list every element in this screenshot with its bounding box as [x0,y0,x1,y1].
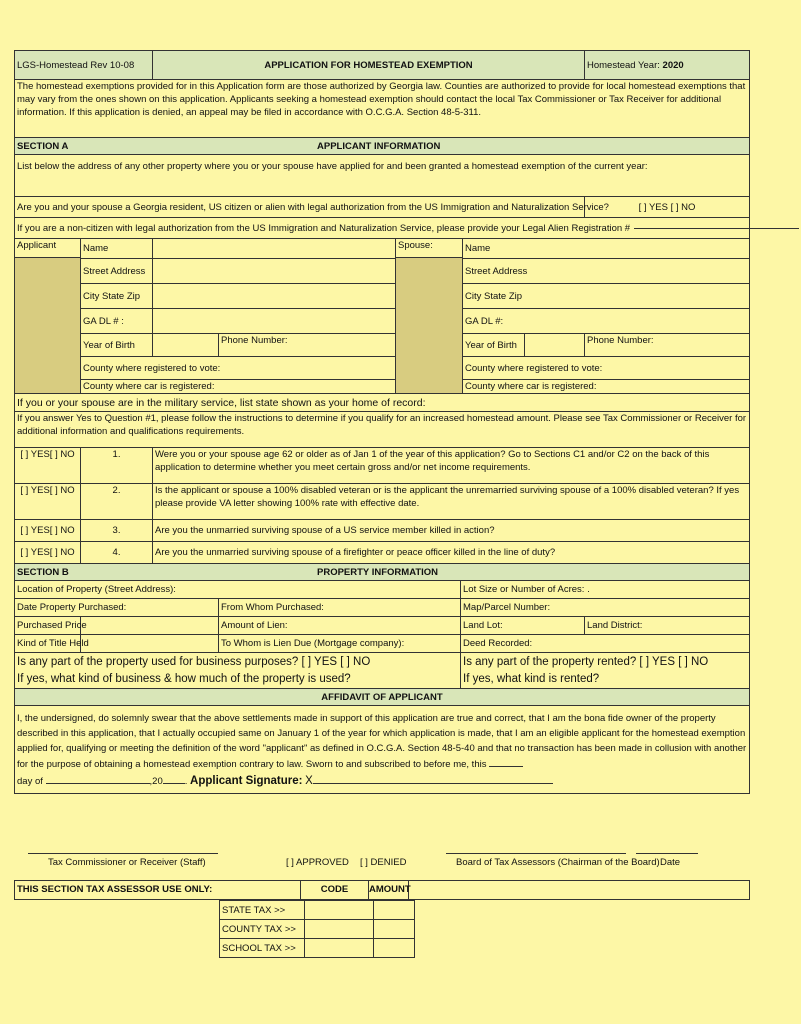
deed-recorded[interactable]: Deed Recorded: [463,638,533,649]
year-prefix: ,20 [149,775,163,787]
business-question[interactable] [15,653,461,688]
title-held-label: Kind of Title Held [15,635,81,652]
table-row [220,901,415,920]
business-followup: If yes, what kind of business & how much of the property is used? [17,672,351,685]
applicant-name-label: Name [81,239,153,258]
tax-commissioner-label: Tax Commissioner or Receiver (Staff) [48,857,206,868]
approved-checkbox[interactable]: [ ] APPROVED [286,857,349,868]
applicant-name-field[interactable] [153,239,395,258]
sworn-day-line[interactable] [489,766,523,767]
property-location[interactable]: Location of Property (Street Address): [15,581,461,598]
question-row [14,542,750,564]
section-a-header [14,138,750,155]
applicant-column [15,239,81,393]
form-title: APPLICATION FOR HOMESTEAD EXEMPTION [153,51,585,79]
spouse-fields [463,239,749,393]
q3-text: Are you the unmarried surviving spouse of a US service member killed in action? [155,525,495,536]
section-b-title: PROPERTY INFORMATION [317,566,439,578]
affidavit-title: AFFIDAVIT OF APPLICANT [321,691,443,703]
military-question[interactable]: If you or your spouse are in the military service, list state shown as your home of record: [17,396,426,409]
spouse-county-vote[interactable]: County where registered to vote: [465,362,603,374]
q4-number: 4. [81,542,153,563]
county-tax-label: COUNTY TAX >> [220,920,305,939]
applicant-label: Applicant [15,239,80,258]
date-purchased[interactable]: Date Property Purchased: [15,599,219,616]
spouse-column [396,239,463,393]
land-district[interactable]: Land District: [587,620,643,631]
assessor-use-label: THIS SECTION TAX ASSESSOR USE ONLY: [15,881,301,899]
state-tax-amount[interactable] [374,901,415,920]
other-property-question: List below the address of any other property where you or your spouse have applied for and been granted a homestead exemption of the current year: [17,161,648,172]
county-tax-amount[interactable] [374,920,415,939]
applicant-county-car[interactable]: County where car is registered: [83,381,215,392]
q4-yes-no[interactable]: [ ] YES[ ] NO [15,542,81,563]
rented-q-text: Is any part of the property rented? [ ] YES [ ] NO [463,655,709,668]
form-id: LGS-Homestead Rev 10-08 [15,51,153,79]
q1-yes-no[interactable]: [ ] YES[ ] NO [15,448,81,483]
question-row [14,484,750,520]
q3-number: 3. [81,520,153,541]
school-tax-code[interactable] [305,939,374,958]
day-of-label: day of [17,775,43,787]
business-q-text: Is any part of the property used for business purposes? [ ] YES [ ] NO [17,655,371,668]
alien-number-line[interactable] [634,228,799,229]
q1-instructions: If you answer Yes to Question #1, please follow the instructions to determine if you qualify for an increased homestead amount. Please see Tax Commissioner or Receiver for additional information and qualifications requirements. [17,413,747,437]
applicant-street-label: Street Address [81,259,153,283]
table-row [220,920,415,939]
spouse-name-label[interactable]: Name [465,243,491,254]
alien-question: If you are a non-citizen with legal authorization from the US Immigration and Naturalization Service, please provide your Legal Alien Registration # [17,222,631,234]
q1-text: Were you or your spouse age 62 or older as of Jan 1 of the year of this application? Go to Sections C1 and/or C2 on the back of this application to determine whether you meet certain gross and/or net income requirements. [155,449,710,473]
spouse-city-label[interactable]: City State Zip [465,290,523,302]
applicant-county-vote[interactable]: County where registered to vote: [83,362,221,374]
rented-followup: If yes, what kind is rented? [463,672,600,685]
affidavit-body: I, the undersigned, do solemnly swear that the above settlements made in support of this application are true and correct, that I am the bona fide owner of the property described in this application, that I actually occupied same on January 1 of the year for which application is made, that I am an eligible applicant for the homestead exemption applied for, qualifying or meeting the definition of the word "applicant" as defined in O.C.G.A. Section 48-5-40 and that no transaction has been made in collusion with another for the purpose of obtaining a homestead exemption contrary to law. Sworn to and subscribed to before me, this day of ,20 . Applicant Signature: X [17,713,747,787]
applicant-city-field[interactable] [153,284,395,308]
lot-size[interactable]: Lot Size or Number of Acres: . [463,584,590,595]
spouse-yob-label: Year of Birth [463,334,525,356]
state-tax-label: STATE TAX >> [220,901,305,920]
land-lot[interactable]: Land Lot: [461,617,585,634]
amount-of-lien[interactable]: Amount of Lien: [219,617,461,634]
year-line[interactable] [163,783,185,784]
form-header [14,50,750,80]
spouse-county-car[interactable]: County where car is registered: [465,381,597,392]
resident-yes-no[interactable]: [ ] YES [ ] NO [638,201,696,213]
spouse-label: Spouse: [396,239,462,258]
purchased-price-label: Purchased Price [15,617,81,634]
date-line[interactable] [636,853,698,854]
spouse-yob-field[interactable] [525,334,585,356]
section-a-title: APPLICANT INFORMATION [317,140,441,152]
question-row [14,448,750,484]
q1-number: 1. [81,448,153,483]
board-line[interactable] [446,853,626,854]
code-header: CODE [301,881,369,899]
q2-text: Is the applicant or spouse a 100% disabled veteran or is the applicant the unremarried surviving spouse of a 100% disabled veteran? If yes please provide VA letter showing 100% rate with effective date. [155,485,740,509]
q4-text: Are you the unmarried surviving spouse of a firefighter or peace officer killed in the line of duty? [155,547,556,558]
tax-table [219,900,415,958]
resident-question: Are you and your spouse a Georgia resident, US citizen or alien with legal authorization from the US Immigration and Naturalization Service? [15,197,585,217]
from-whom-purchased[interactable]: From Whom Purchased: [219,599,461,616]
signature-x: X [305,774,313,787]
applicant-dl-label: GA DL # : [81,309,153,333]
school-tax-label: SCHOOL TAX >> [220,939,305,958]
assessor-use-row [14,880,750,900]
signature-label: Applicant Signature: [190,774,303,787]
school-tax-amount[interactable] [374,939,415,958]
state-tax-code[interactable] [305,901,374,920]
alien-registration[interactable] [15,218,801,238]
intro-text: The homestead exemptions provided for in this Application form are those authorized by Georgia law. Counties are authorized to provide for local homestead exemptions that may vary from the ones shown on this application. Applicants seeking a homestead exemption should contact the local Tax Commissioner or Tax Receiver for additional information. If this application is denied, an appeal may be filed in accordance with O.C.G.A. Section 48-5-311. [17,81,746,118]
date-label: Date [660,857,681,868]
applicant-phone[interactable]: Phone Number: [221,335,288,346]
amount-header: AMOUNT [369,881,409,899]
spouse-phone[interactable]: Phone Number: [587,335,654,346]
lien-due[interactable]: To Whom is Lien Due (Mortgage company): [219,635,461,652]
homestead-year [585,51,749,79]
spouse-street-label[interactable]: Street Address [465,265,528,277]
section-b-header [14,564,750,581]
applicant-dl-field[interactable] [153,309,395,333]
section-b-label: SECTION B [17,566,69,578]
q2-number: 2. [81,484,153,519]
spouse-dl-label[interactable]: GA DL #: [465,315,504,327]
q2-yes-no[interactable]: [ ] YES[ ] NO [15,484,81,519]
county-tax-code[interactable] [305,920,374,939]
q3-yes-no[interactable]: [ ] YES[ ] NO [15,520,81,541]
affidavit-text: I, the undersigned, do solemnly swear that the above settlements made in support of this application are true and correct, that I am the bona fide owner of the property described in this application, that I actually occupied same on January 1 of the year for which application is made, that I am an eligible applicant for the homestead exemption applied for, qualifying or meeting the definition of the word "applicant" as defined in O.C.G.A. Section 48-5-40 and that no transaction has been made in collusion with another for the purpose of obtaining a homestead exemption contrary to law. Sworn to and subscribed to before me, this [17,713,747,770]
section-a-label: SECTION A [17,140,69,152]
purchased-price-field[interactable] [81,617,219,634]
applicant-spouse-block [14,239,750,394]
tax-commissioner-line[interactable] [28,853,218,854]
applicant-fields [81,239,396,393]
year-value: 2020 [662,59,684,71]
applicant-yob-label: Year of Birth [81,334,153,356]
month-line[interactable] [46,783,150,784]
denied-checkbox[interactable]: [ ] DENIED [360,857,407,868]
rented-question[interactable] [461,653,749,688]
title-held-field[interactable] [81,635,219,652]
homestead-form [14,50,750,794]
year-label: Homestead Year: [587,59,660,71]
board-label: Board of Tax Assessors (Chairman of the Board) [456,857,660,868]
table-row [220,939,415,958]
applicant-city-label: City State Zip [81,284,153,308]
applicant-yob-field[interactable] [153,334,219,356]
applicant-street-field[interactable] [153,259,395,283]
map-parcel[interactable]: Map/Parcel Number: [463,602,551,613]
signature-line[interactable] [313,783,553,784]
question-row [14,520,750,542]
